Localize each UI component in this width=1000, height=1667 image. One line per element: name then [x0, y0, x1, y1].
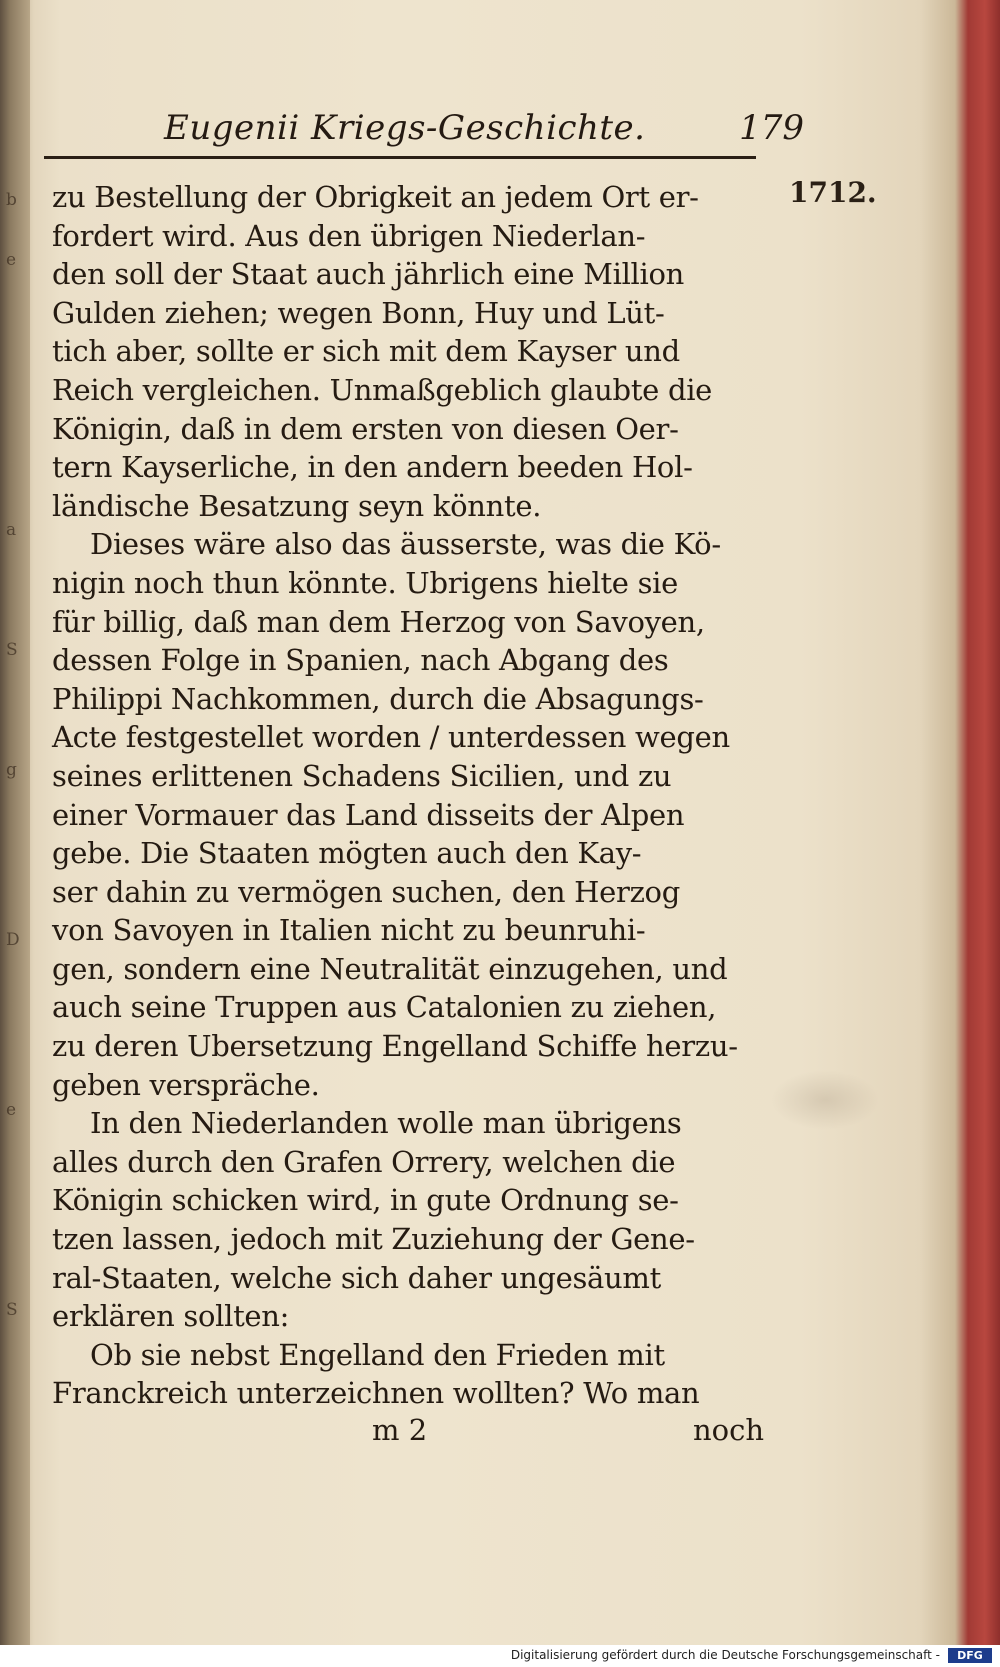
page-footer: [52, 1413, 764, 1453]
edge-fragment: D: [6, 930, 20, 950]
paragraph: [52, 525, 764, 1104]
text-line: ländische Besatzung seyn könnte.: [52, 488, 542, 523]
catchword: noch: [692, 1413, 764, 1447]
text-line: ral-Staaten, welche sich daher ungesäumt: [52, 1260, 661, 1295]
page-number: 179: [739, 108, 804, 148]
text-line: Königin, daß in dem ersten von diesen Oer-: [52, 411, 679, 446]
edge-fragment: a: [6, 520, 17, 540]
edge-fragment: S: [6, 1300, 18, 1320]
text-line: auch seine Truppen aus Catalonien zu ziehen,: [52, 990, 717, 1025]
text-line: In den Niederlanden wolle man übrigens: [90, 1106, 682, 1141]
paragraph: [52, 178, 764, 525]
text-line: tern Kayserliche, in den andern beeden Hol-: [52, 450, 693, 485]
edge-fragment: e: [6, 250, 17, 270]
text-line: von Savoyen in Italien nicht zu beunruhi-: [52, 913, 646, 948]
text-line: tzen lassen, jedoch mit Zuziehung der Gene-: [52, 1222, 695, 1257]
text-page: [44, 88, 944, 1508]
text-line: Philippi Nachkommen, durch die Absagungs-: [52, 681, 704, 716]
running-title: Eugenii Kriegs-Geschichte.: [164, 108, 646, 148]
text-line: alles durch den Grafen Orrery, welchen die: [52, 1144, 676, 1179]
text-line: tich aber, sollte er sich mit dem Kayser und: [52, 334, 680, 369]
margin-year-note: 1712.: [789, 176, 877, 209]
text-line: fordert wird. Aus den übrigen Niederlan-: [52, 218, 646, 253]
text-line: gebe. Die Staaten mögten auch den Kay-: [52, 836, 642, 871]
text-line: Acte festgestellet worden / unterdessen wegen: [52, 720, 730, 755]
credit-bar: [0, 1645, 1000, 1667]
body-text: [52, 178, 764, 1453]
signature-mark: m 2: [372, 1413, 428, 1447]
text-line: für billig, daß man dem Herzog von Savoyen,: [52, 604, 705, 639]
text-line: Dieses wäre also das äusserste, was die Kö-: [90, 527, 721, 562]
text-line: Ob sie nebst Engelland den Frieden mit: [90, 1337, 665, 1372]
text-line: gen, sondern eine Neutralität einzugehen, und: [52, 951, 728, 986]
paragraph: [52, 1336, 764, 1413]
edge-fragment: b: [6, 190, 17, 210]
edge-fragment: e: [6, 1100, 17, 1120]
text-line: den soll der Staat auch jährlich eine Million: [52, 257, 685, 292]
edge-fragment: S: [6, 640, 18, 660]
text-line: Reich vergleichen. Unmaßgeblich glaubte die: [52, 372, 713, 407]
text-line: nigin noch thun könnte. Ubrigens hielte sie: [52, 565, 678, 600]
text-line: erklären sollten:: [52, 1299, 290, 1334]
paragraph: [52, 1104, 764, 1336]
facing-page-edge: [0, 0, 30, 1645]
edge-fragment: g: [6, 760, 17, 780]
text-line: Königin schicken wird, in gute Ordnung se-: [52, 1183, 679, 1218]
text-line: zu deren Ubersetzung Engelland Schiffe herzu-: [52, 1029, 738, 1064]
header-rule: [44, 156, 756, 159]
text-line: zu Bestellung der Obrigkeit an jedem Ort er-: [52, 180, 699, 214]
running-head: [164, 108, 804, 152]
text-line: dessen Folge in Spanien, nach Abgang des: [52, 643, 669, 678]
dfg-logo: DFG: [948, 1648, 992, 1663]
text-line: seines erlittenen Schadens Sicilien, und zu: [52, 758, 672, 793]
text-line: einer Vormauer das Land disseits der Alpen: [52, 797, 685, 832]
text-line: Gulden ziehen; wegen Bonn, Huy und Lüt-: [52, 295, 665, 330]
text-line: geben verspräche.: [52, 1067, 320, 1102]
credit-text: Digitalisierung gefördert durch die Deutsche Forschungsgemeinschaft -: [510, 1648, 940, 1662]
text-line: ser dahin zu vermögen suchen, den Herzog: [52, 874, 680, 909]
text-line: Franckreich unterzeichnen wollten? Wo man: [52, 1376, 700, 1411]
